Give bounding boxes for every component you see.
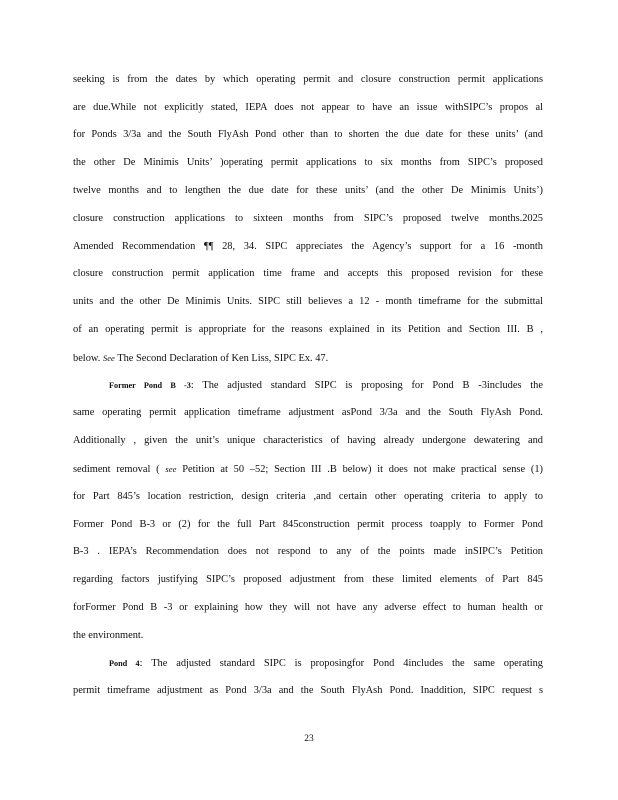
text-line: closure construction applications to sixteen months from SIPC’s proposed twelve months.2025 bbox=[73, 213, 543, 224]
citation-signal: see bbox=[165, 464, 177, 474]
text-line: of an operating permit is appropriate for the reasons explained in its Petition and Section III. B , bbox=[73, 324, 543, 335]
text-line: forFormer Pond B -3 or explaining how they will not have any adverse effect to human health or bbox=[73, 602, 543, 613]
text-line: sediment removal ( see Petition at 50 –52; Section III .B below) it does not make practical sense (1) bbox=[73, 464, 543, 475]
text-line: same operating permit application timeframe adjustment asPond 3/3a and the South FlyAsh Pond. bbox=[73, 407, 543, 418]
citation-signal: See bbox=[102, 353, 115, 363]
text-line: Additionally , given the unit’s unique characteristics of having already undergone dewatering and bbox=[73, 435, 543, 446]
text-line: the other De Minimis Units’ )operating permit applications to six months from SIPC’s proposed bbox=[73, 157, 543, 168]
text-line: B-3 . IEPA’s Recommendation does not respond to any of the points made inSIPC’s Petition bbox=[73, 546, 543, 557]
text-line bbox=[109, 657, 543, 671]
paragraph-heading: Former Pond B -3 bbox=[109, 381, 191, 390]
text-line: units and the other De Minimis Units. SIPC still believes a 12 - month timeframe for the submittal bbox=[73, 296, 543, 307]
text-line: seeking is from the dates by which operating permit and closure construction permit applications bbox=[73, 74, 543, 85]
text-line: closure construction permit application time frame and accepts this proposed revision for these bbox=[73, 268, 543, 279]
text-line bbox=[109, 379, 543, 393]
text-line: for Ponds 3/3a and the South FlyAsh Pond other than to shorten the due date for these units’ (and bbox=[73, 129, 543, 140]
text-run: : The adjusted standard SIPC is proposingfor Pond 4includes the same operating bbox=[139, 658, 543, 669]
text-line: twelve months and to lengthen the due date for these units’ (and the other De Minimis Units’) bbox=[73, 185, 543, 196]
text-line: regarding factors justifying SIPC’s proposed adjustment from these limited elements of Part 845 bbox=[73, 574, 543, 585]
text-line: for Part 845’s location restriction, design criteria ,and certain other operating criteria to apply to bbox=[73, 491, 543, 502]
text-line: Amended Recommendation ¶¶ 28, 34. SIPC appreciates the Agency’s support for a 16 -month bbox=[73, 241, 543, 252]
text-run: : The adjusted standard SIPC is proposing for Pond B -3includes the bbox=[190, 380, 543, 391]
page-number: 23 bbox=[304, 734, 314, 744]
text-line: are due.While not explicitly stated, IEPA does not appear to have an issue withSIPC’s propos al bbox=[73, 102, 543, 113]
text-line: Former Pond B-3 or (2) for the full Part 845construction permit process toapply to Former Pond bbox=[73, 519, 543, 530]
paragraph-heading: Pond 4 bbox=[109, 659, 140, 668]
text-line: permit timeframe adjustment as Pond 3/3a and the South FlyAsh Pond. Inaddition, SIPC request s bbox=[73, 685, 543, 696]
text-line: the environment. bbox=[73, 630, 144, 641]
text-line: below. See The Second Declaration of Ken Liss, SIPC Ex. 47. bbox=[73, 353, 329, 364]
